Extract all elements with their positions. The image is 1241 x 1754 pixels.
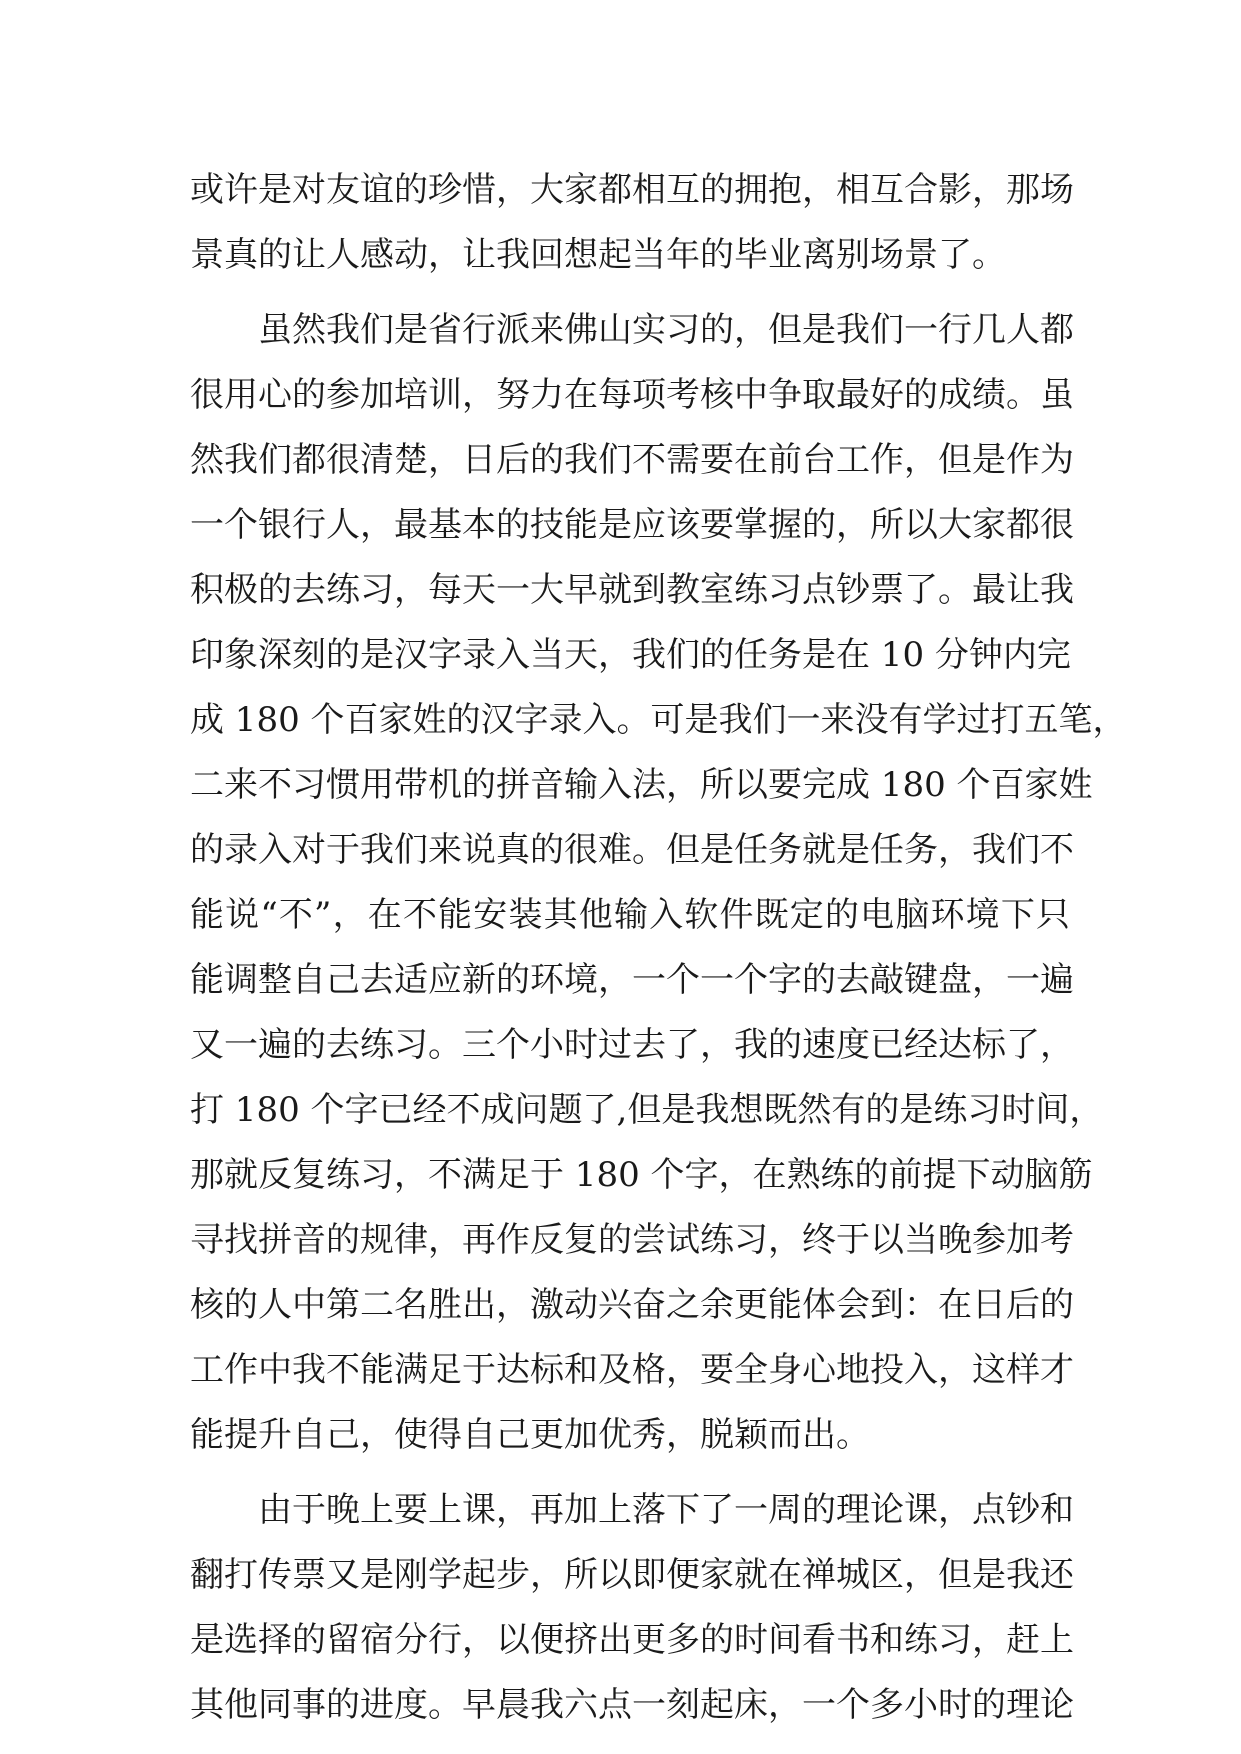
text-line: 印象深刻的是汉字录入当天，我们的任务是在 10 分钟内完: [190, 635, 1071, 675]
text-line: 由于晚上要上课，再加上落下了一周的理论课，点钞和: [258, 1490, 1074, 1530]
text-line: 或许是对友谊的珍惜，大家都相互的拥抱，相互合影，那场: [190, 170, 1074, 210]
paragraph: [190, 158, 1074, 288]
paragraph: [190, 298, 1127, 1468]
text-line: 其他同事的进度。早晨我六点一刻起床，一个多小时的理论: [190, 1685, 1074, 1725]
text-line: 二来不习惯用带机的拼音输入法，所以要完成 180 个百家姓: [190, 765, 1093, 805]
text-line: 一个银行人，最基本的技能是应该要掌握的，所以大家都很: [190, 505, 1074, 545]
text-line: 积极的去练习，每天一大早就到教室练习点钞票了。最让我: [190, 570, 1074, 610]
text-line: 能调整自己去适应新的环境，一个一个字的去敲键盘，一遍: [190, 960, 1074, 1000]
text-line: 工作中我不能满足于达标和及格，要全身心地投入，这样才: [190, 1350, 1074, 1390]
text-line: 打 180 个字已经不成问题了,但是我想既然有的是练习时间，: [190, 1090, 1104, 1130]
paragraph: [190, 1478, 1074, 1738]
body-text: [190, 158, 1127, 1738]
text-line: 那就反复练习，不满足于 180 个字，在熟练的前提下动脑筋: [190, 1155, 1093, 1195]
text-line: 的录入对于我们来说真的很难。但是任务就是任务，我们不: [190, 830, 1074, 870]
text-line: 虽然我们是省行派来佛山实习的，但是我们一行几人都: [258, 310, 1074, 350]
text-line: 翻打传票又是刚学起步，所以即便家就在禅城区，但是我还: [190, 1555, 1074, 1595]
text-line: 能提升自己，使得自己更加优秀，脱颖而出。: [190, 1415, 870, 1455]
text-line: 核的人中第二名胜出，激动兴奋之余更能体会到：在日后的: [190, 1285, 1074, 1325]
text-line: 是选择的留宿分行，以便挤出更多的时间看书和练习，赶上: [190, 1620, 1074, 1660]
text-line: 又一遍的去练习。三个小时过去了，我的速度已经达标了，: [190, 1025, 1074, 1065]
text-line: 能说“不”，在不能安装其他输入软件既定的电脑环境下只: [190, 895, 1070, 935]
text-line: 成 180 个百家姓的汉字录入。可是我们一来没有学过打五笔，: [190, 700, 1127, 740]
text-line: 寻找拼音的规律，再作反复的尝试练习，终于以当晚参加考: [190, 1220, 1074, 1260]
text-line: 然我们都很清楚，日后的我们不需要在前台工作，但是作为: [190, 440, 1074, 480]
text-line: 很用心的参加培训，努力在每项考核中争取最好的成绩。虽: [190, 375, 1074, 415]
text-line: 景真的让人感动，让我回想起当年的毕业离别场景了。: [190, 235, 1006, 275]
